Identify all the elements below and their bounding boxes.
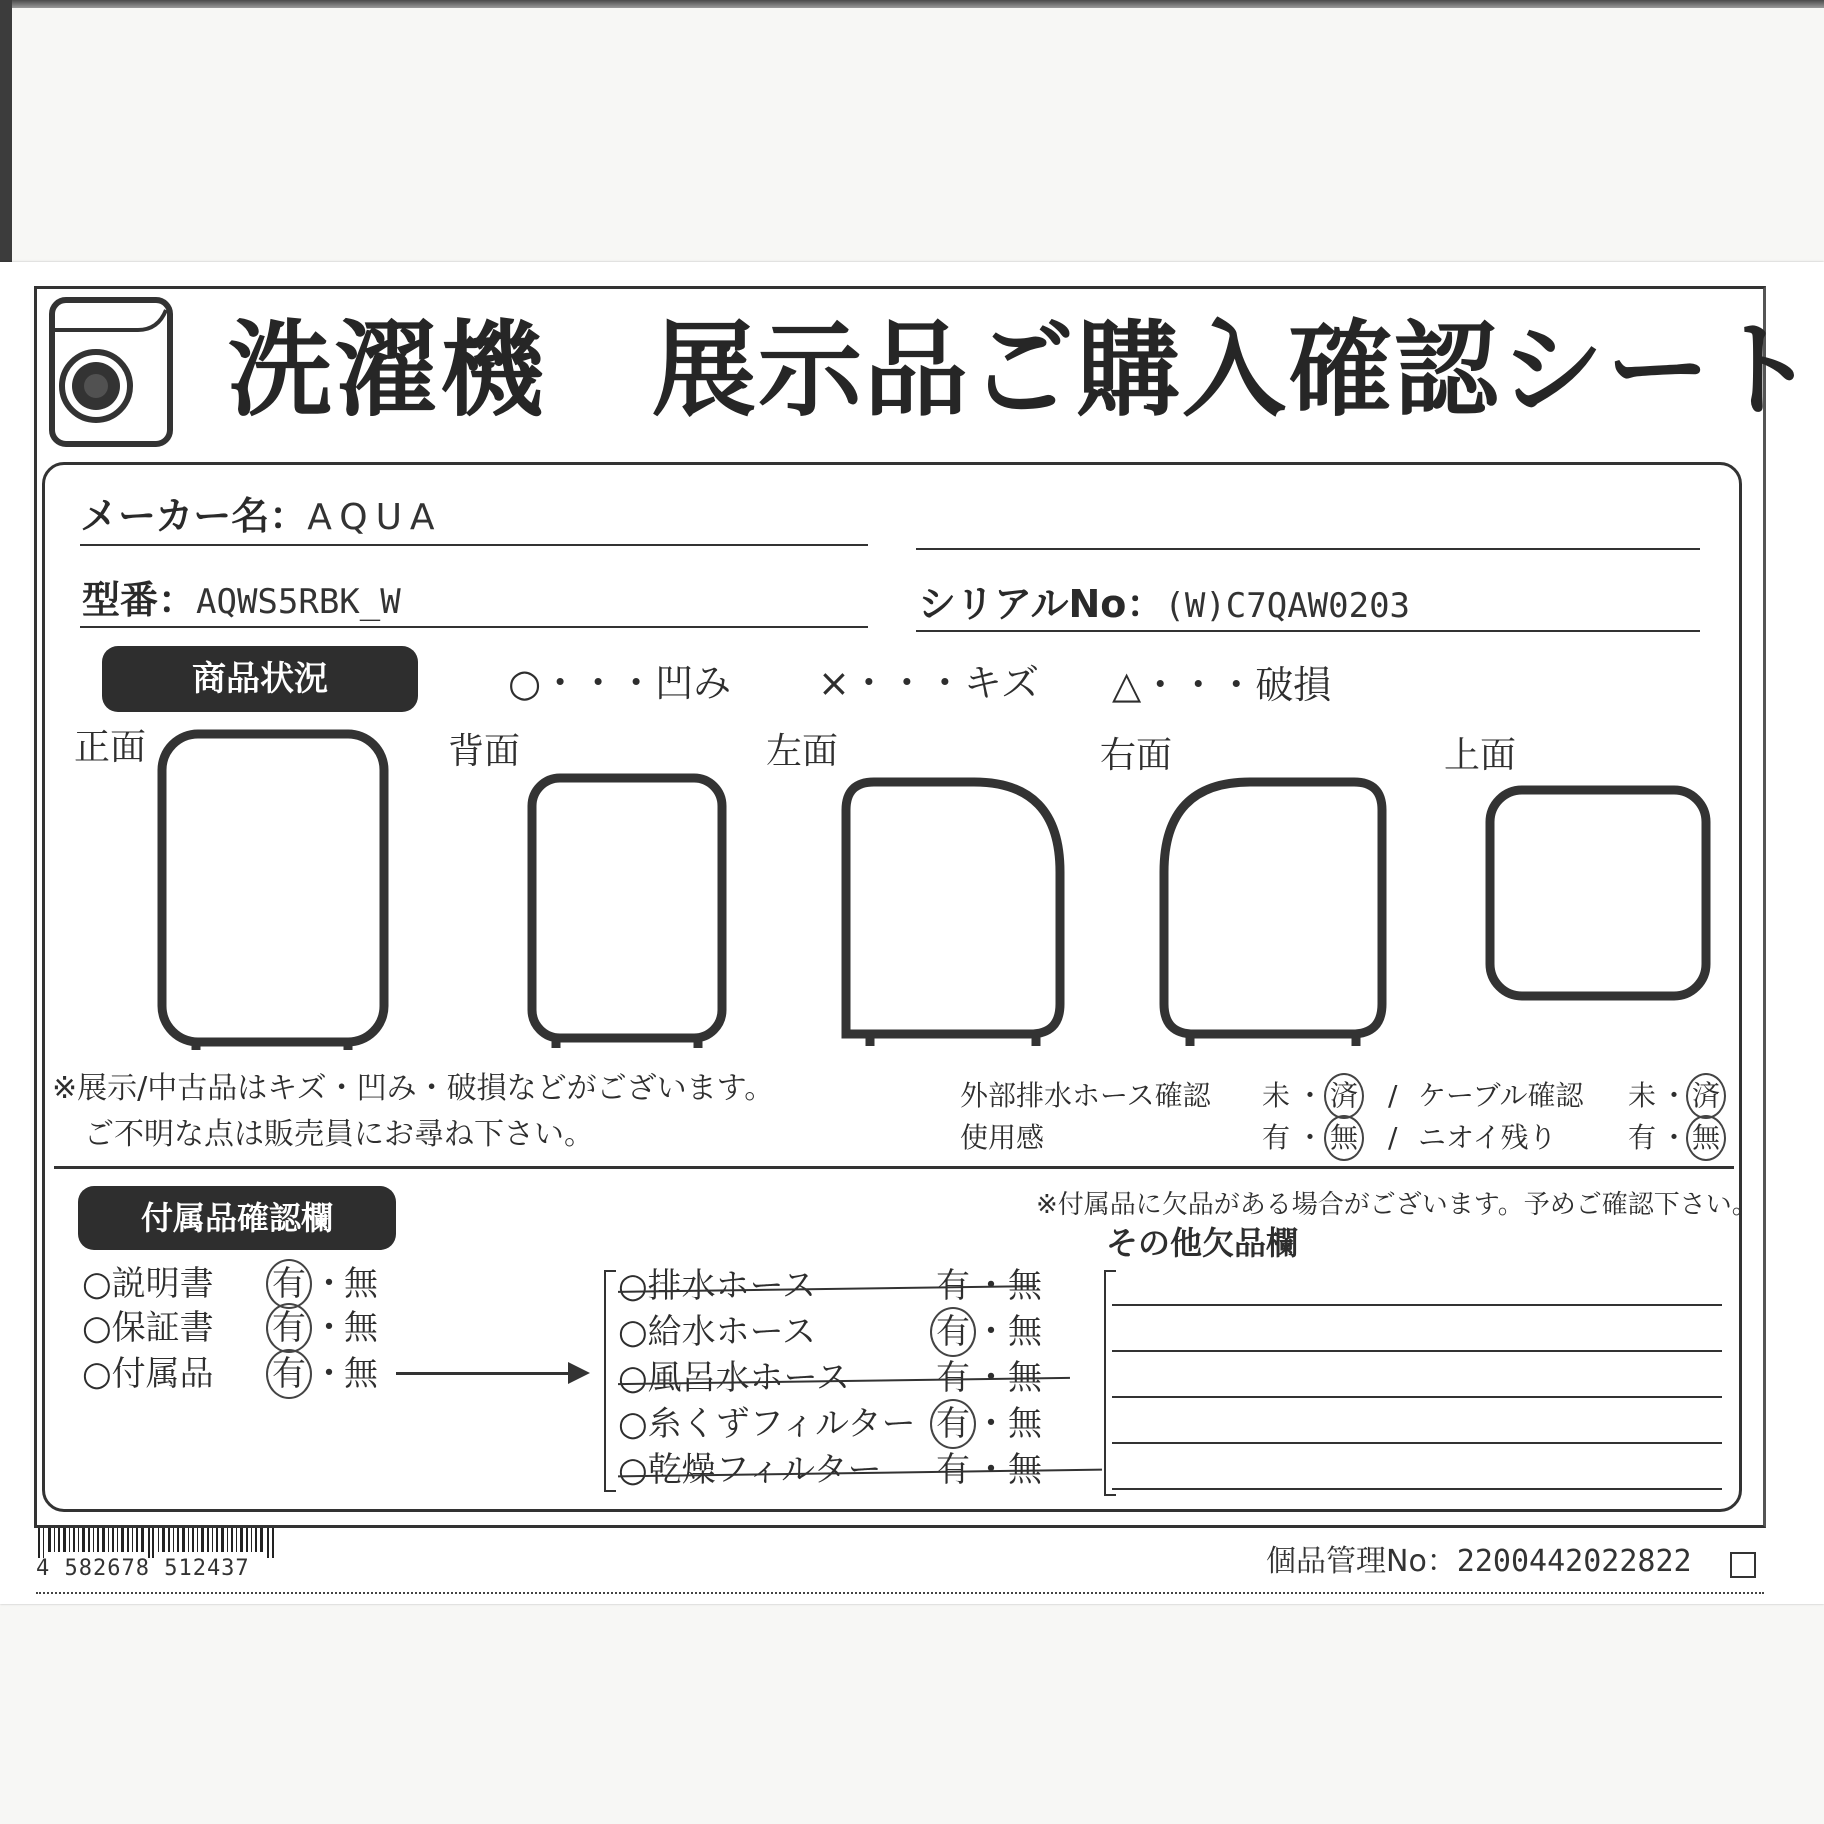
check-sep: ・ — [1296, 1079, 1325, 1112]
face-label-right: 右面 — [1100, 735, 1173, 776]
other-missing-line-2[interactable] — [1112, 1350, 1722, 1352]
check-label-usage: 使用感 — [960, 1121, 1045, 1154]
model-underline — [80, 626, 868, 628]
accessories-notice: ※付属品に欠品がある場合がございます。予めご確認下さい。 — [1036, 1190, 1758, 1220]
model-field — [82, 578, 401, 624]
accessory-opt-yes[interactable]: 有 — [936, 1358, 970, 1398]
accessory-opt-no[interactable]: 無 — [1008, 1358, 1042, 1398]
accessory-sep: ・ — [974, 1358, 1008, 1398]
check-slash: / — [1388, 1079, 1398, 1112]
accessory-label: ○保証書 — [82, 1308, 214, 1348]
check-sep: ・ — [1660, 1121, 1689, 1154]
check-label-cable: ケーブル確認 — [1418, 1079, 1584, 1112]
accessory-sep: ・ — [974, 1266, 1008, 1306]
accessory-opt-no[interactable]: 無 — [344, 1264, 378, 1304]
face-label-left: 左面 — [766, 731, 839, 772]
accessory-manual — [82, 1262, 402, 1306]
check-opt-not-yet[interactable]: 未 — [1628, 1079, 1657, 1112]
accessory-sep: ・ — [974, 1312, 1008, 1352]
accessory-opt-yes-selected[interactable]: 有 — [936, 1312, 970, 1352]
accessory-label: ○付属品 — [82, 1354, 214, 1394]
accessory-drain-hose — [618, 1264, 1048, 1308]
condition-note-1: ※展示/中古品はキズ・凹み・破損などがございます。 — [52, 1071, 775, 1106]
accessories-heading: 付属品確認欄 — [78, 1186, 396, 1250]
accessory-attachments — [82, 1352, 402, 1396]
washing-machine-icon — [48, 296, 174, 448]
accessory-label-struck: ○風呂水ホース — [618, 1358, 850, 1398]
accessory-sep: ・ — [974, 1404, 1008, 1444]
check-opt-not-yet[interactable]: 未 — [1262, 1079, 1291, 1112]
face-label-top: 上面 — [1444, 735, 1517, 776]
serial-underline — [916, 630, 1700, 632]
check-opt-no-selected[interactable]: 無 — [1692, 1118, 1720, 1158]
accessory-lint-filter — [618, 1402, 1048, 1446]
cut-line — [36, 1592, 1764, 1594]
accessory-sep: ・ — [312, 1264, 346, 1304]
other-missing-line-4[interactable] — [1112, 1442, 1722, 1444]
accessory-dry-filter — [618, 1448, 1048, 1492]
accessory-warranty — [82, 1306, 402, 1350]
maker-underline — [80, 544, 868, 546]
check-opt-yes[interactable]: 有 — [1262, 1121, 1291, 1154]
accessory-opt-yes-selected[interactable]: 有 — [272, 1264, 306, 1304]
maker-field — [80, 494, 443, 540]
management-value: 2200442022822 — [1456, 1544, 1692, 1579]
check-slash: / — [1388, 1121, 1398, 1154]
arrow-right-icon — [568, 1362, 590, 1384]
legend-damage: △・・・破損 — [1112, 663, 1332, 707]
check-opt-no-selected[interactable]: 無 — [1330, 1118, 1358, 1158]
accessory-label-struck: ○乾燥フィルター — [618, 1450, 882, 1490]
barcode-number: 4 582678 512437 — [36, 1556, 250, 1581]
accessory-opt-yes-selected[interactable]: 有 — [272, 1308, 306, 1348]
maker-label: メーカー名： — [80, 494, 308, 538]
maker-value: AQUA — [307, 497, 443, 538]
blank-underline — [916, 548, 1700, 550]
sheet-title: 洗濯機 展示品ご購入確認シート — [228, 309, 1819, 431]
check-label-drain-hose: 外部排水ホース確認 — [960, 1079, 1211, 1112]
accessory-opt-yes-selected[interactable]: 有 — [936, 1404, 970, 1444]
other-missing-heading: その他欠品欄 — [1106, 1224, 1299, 1262]
accessory-sep: ・ — [312, 1308, 346, 1348]
check-sep: ・ — [1296, 1121, 1325, 1154]
arrow-line — [396, 1372, 572, 1375]
face-label-back: 背面 — [448, 731, 521, 772]
other-missing-line-5[interactable] — [1112, 1488, 1722, 1490]
accessory-opt-no[interactable]: 無 — [344, 1308, 378, 1348]
accessory-label: ○給水ホース — [618, 1312, 816, 1352]
management-number — [1266, 1540, 1692, 1584]
face-label-front: 正面 — [74, 727, 147, 768]
management-checkbox[interactable] — [1730, 1552, 1756, 1578]
accessory-opt-no[interactable]: 無 — [344, 1354, 378, 1394]
accessory-opt-no[interactable]: 無 — [1008, 1450, 1042, 1490]
check-label-odor: ニオイ残り — [1418, 1121, 1557, 1154]
accessory-opt-yes[interactable]: 有 — [936, 1450, 970, 1490]
accessory-opt-yes-selected[interactable]: 有 — [272, 1354, 306, 1394]
check-row-1 — [960, 1076, 1740, 1116]
condition-heading: 商品状況 — [102, 646, 418, 712]
accessory-bath-hose — [618, 1356, 1048, 1400]
condition-note-2: ご不明な点は販売員にお尋ね下さい。 — [84, 1117, 594, 1152]
accessory-sep: ・ — [312, 1354, 346, 1394]
serial-value: (W)C7QAW0203 — [1164, 586, 1411, 626]
section-divider — [54, 1166, 1734, 1169]
model-value: AQWS5RBK_W — [196, 582, 401, 622]
scan-edge-left — [0, 0, 12, 262]
other-missing-line-1[interactable] — [1112, 1304, 1722, 1306]
scan-edge-top — [0, 0, 1824, 8]
accessory-label: ○説明書 — [82, 1264, 214, 1304]
serial-label: シリアルNo： — [918, 582, 1165, 626]
serial-field — [918, 582, 1410, 628]
check-row-2 — [960, 1118, 1740, 1158]
accessory-opt-no[interactable]: 無 — [1008, 1404, 1042, 1444]
check-opt-yes[interactable]: 有 — [1628, 1121, 1657, 1154]
accessory-opt-no[interactable]: 無 — [1008, 1266, 1042, 1306]
accessory-sep: ・ — [974, 1450, 1008, 1490]
model-label: 型番： — [82, 578, 197, 622]
accessory-label: ○糸くずフィルター — [618, 1404, 916, 1444]
accessory-supply-hose — [618, 1310, 1048, 1354]
accessory-opt-yes[interactable]: 有 — [936, 1266, 970, 1306]
check-opt-done-selected[interactable]: 済 — [1330, 1076, 1358, 1116]
other-missing-line-3[interactable] — [1112, 1396, 1722, 1398]
check-sep: ・ — [1660, 1079, 1689, 1112]
check-opt-done-selected[interactable]: 済 — [1692, 1076, 1720, 1116]
legend-dent: ○・・・凹み — [508, 661, 732, 705]
management-label: 個品管理No： — [1266, 1544, 1457, 1579]
accessory-opt-no[interactable]: 無 — [1008, 1312, 1042, 1352]
accessory-label-struck: ○排水ホース — [618, 1266, 816, 1306]
legend-scratch: ×・・・キズ — [818, 661, 1040, 705]
accessory-bracket — [604, 1270, 616, 1492]
